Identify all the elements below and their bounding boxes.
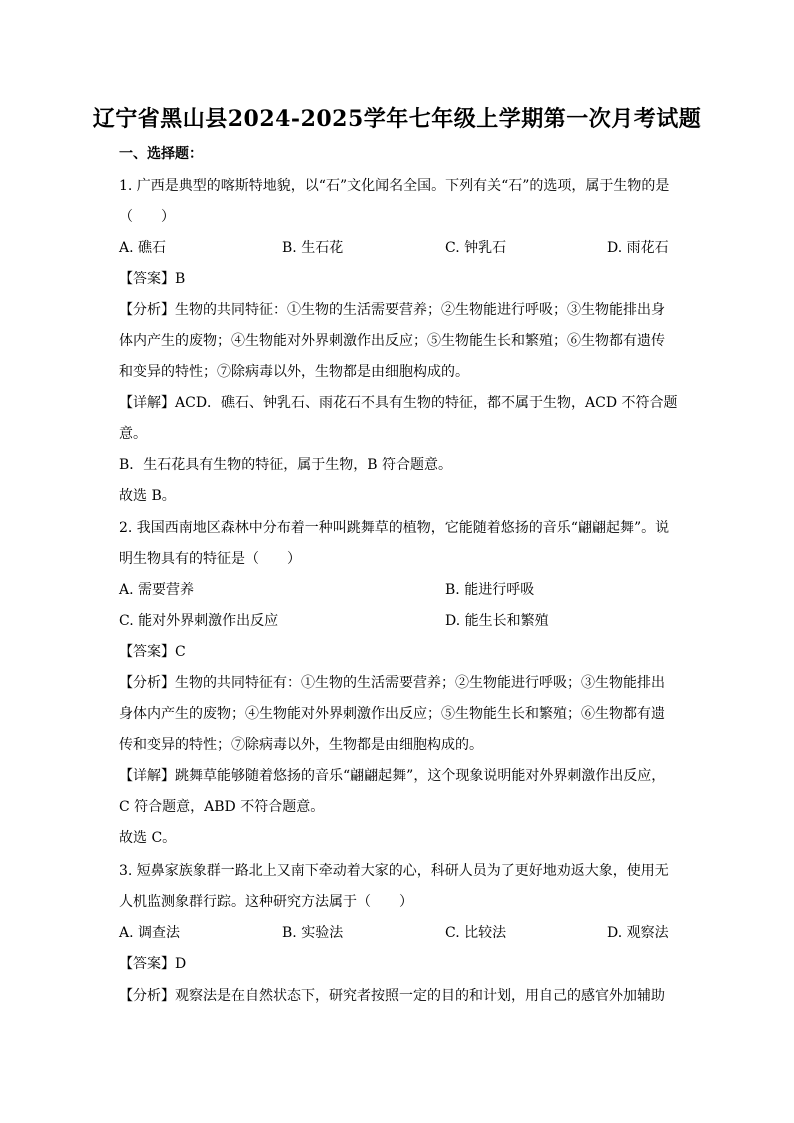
q3-option-b: B. 实验法	[282, 925, 344, 941]
q1-option-a: A. 礁石	[119, 240, 167, 256]
q3-option-d: D. 观察法	[607, 925, 669, 941]
q3-option-c: C. 比较法	[445, 925, 507, 941]
page-title: 辽宁省黑山县2024-2025学年七年级上学期第一次月考试题	[92, 106, 702, 132]
q2-option-b: B. 能进行呼吸	[445, 582, 535, 598]
q1-stem-line: 1. 广西是典型的喀斯特地貌，以“石”文化闻名全国。下列有关“石”的选项，属于生物的是	[119, 178, 670, 194]
q2-detail-line: 故选 C。	[119, 830, 177, 846]
q2-detail-line: 【详解】跳舞草能够随着悠扬的音乐“翩翩起舞”，这个现象说明能对外界刺激作出反应，	[119, 768, 666, 784]
q3-analysis-line: 【分析】观察法是在自然状态下，研究者按照一定的目的和计划，用自己的感官外加辅助	[119, 988, 665, 1004]
q1-analysis-line: 体内产生的废物；④生物能对外界刺激作出反应；⑤生物能生长和繁殖；⑥生物都有遗传	[119, 333, 665, 349]
q3-option-a: A. 调查法	[119, 925, 181, 941]
q2-option-d: D. 能生长和繁殖	[445, 613, 549, 629]
q2-stem-line: 2. 我国西南地区森林中分布着一种叫跳舞草的植物，它能随着悠扬的音乐“翩翩起舞”。说	[119, 520, 670, 536]
q2-option-c: C. 能对外界刺激作出反应	[119, 613, 279, 629]
section-heading: 一、选择题：	[119, 146, 203, 162]
q1-stem-line: （ ）	[119, 209, 175, 225]
q1-analysis-line: 【分析】生物的共同特征：①生物的生活需要营养；②生物能进行呼吸；③生物能排出身	[119, 302, 665, 318]
q1-option-b: B. 生石花	[282, 240, 344, 256]
q1-analysis-line: 和变异的特性；⑦除病毒以外，生物都是由细胞构成的。	[119, 364, 469, 380]
q3-answer: 【答案】D	[119, 956, 187, 972]
q1-option-c: C. 钟乳石	[445, 240, 507, 256]
q3-stem-line: 人机监测象群行踪。这种研究方法属于（ ）	[119, 894, 413, 910]
q2-analysis-line: 传和变异的特性；⑦除病毒以外，生物都是由细胞构成的。	[119, 737, 483, 753]
q1-detail-line: 【详解】ACD．礁石、钟乳石、雨花石不具有生物的特征，都不属于生物，ACD 不符合题	[119, 395, 678, 411]
q1-answer: 【答案】B	[119, 271, 186, 287]
q1-option-d: D. 雨花石	[607, 240, 669, 256]
q1-detail-line: B．生石花具有生物的特征，属于生物，B 符合题意。	[119, 457, 453, 473]
q2-stem-line: 明生物具有的特征是（ ）	[119, 551, 301, 567]
q2-analysis-line: 身体内产生的废物；④生物能对外界刺激作出反应；⑤生物能生长和繁殖；⑥生物都有遗	[119, 706, 665, 722]
q3-stem-line: 3. 短鼻家族象群一路北上又南下牵动着大家的心，科研人员为了更好地劝返大象，使用无	[119, 863, 669, 879]
q2-option-a: A. 需要营养	[119, 582, 195, 598]
q1-detail-line: 意。	[119, 426, 147, 442]
q2-answer: 【答案】C	[119, 644, 186, 660]
q1-detail-line: 故选 B。	[119, 488, 176, 504]
q2-analysis-line: 【分析】生物的共同特征有：①生物的生活需要营养；②生物能进行呼吸；③生物能排出	[119, 675, 665, 691]
q2-detail-line: C 符合题意，ABD 不符合题意。	[119, 799, 325, 815]
